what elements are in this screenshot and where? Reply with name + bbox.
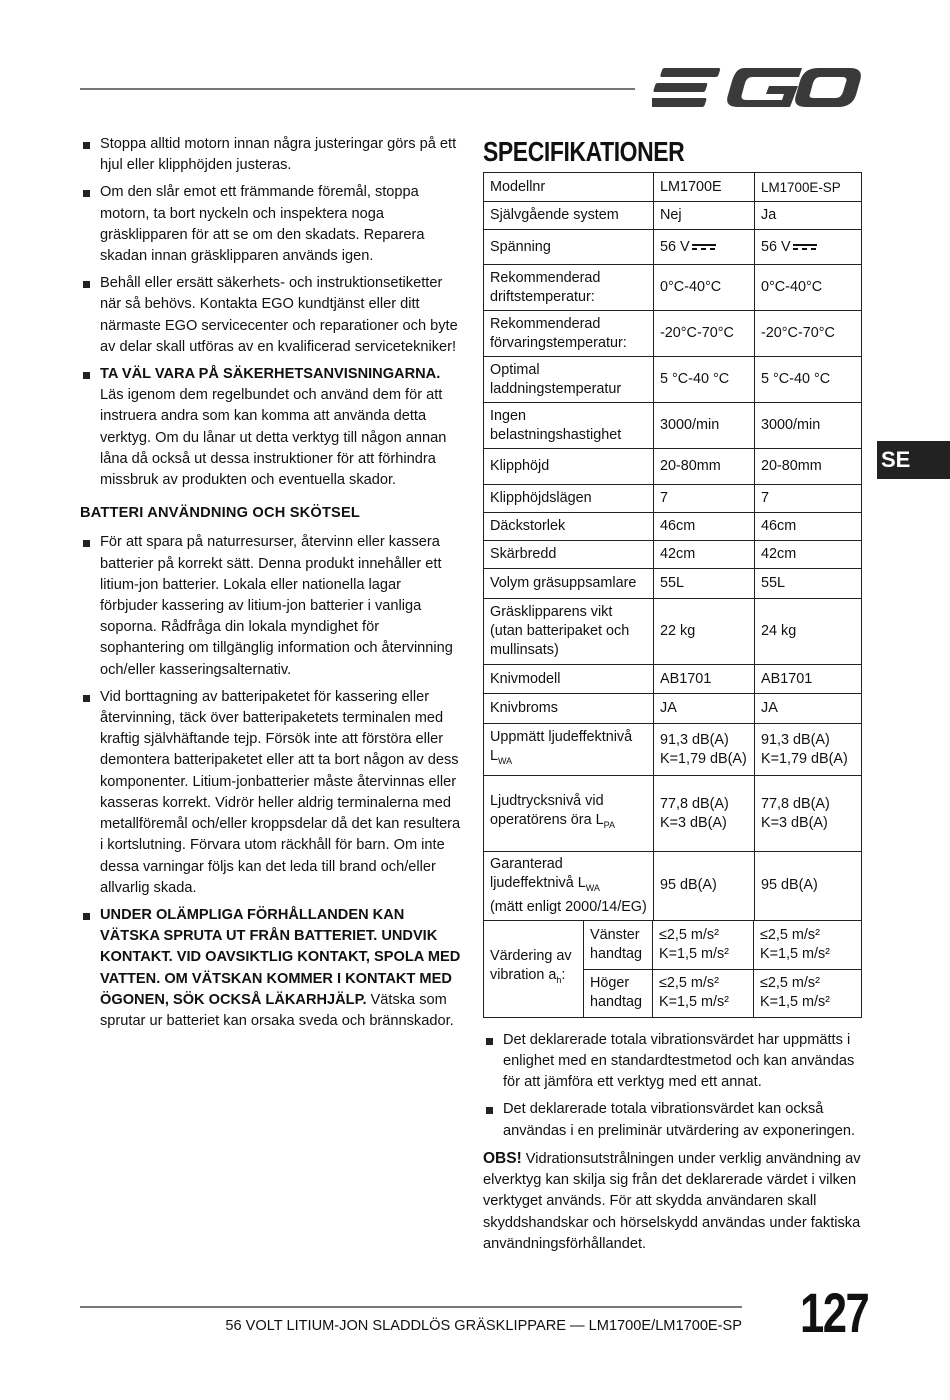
spec-label: Rekommenderad förvaringstemperatur: <box>484 311 654 357</box>
table-row <box>484 265 862 311</box>
spec-value: 24 kg <box>755 599 862 665</box>
voltage-value: 56 V <box>660 238 690 255</box>
list-item: Stoppa alltid motorn innan några justeringar görs på ett hjul eller klipphöjden justeras. <box>80 134 462 176</box>
table-row <box>484 665 862 694</box>
header-rule <box>80 88 635 90</box>
spec-value: 5 °C-40 °C <box>654 357 755 403</box>
spec-value: 42cm <box>755 541 862 569</box>
spec-value: 5 °C-40 °C <box>755 357 862 403</box>
table-row <box>484 569 862 599</box>
value-line: K=1,5 m/s² <box>760 945 830 962</box>
table-row <box>484 541 862 569</box>
spec-value: 22 kg <box>654 599 755 665</box>
value-line: ≤2,5 m/s² <box>760 926 820 943</box>
battery-list <box>80 532 462 1032</box>
spec-label: Klipphöjd <box>484 449 654 485</box>
table-row <box>484 920 862 969</box>
spec-value <box>654 724 755 776</box>
warning-bold: TA VÄL VARA PÅ SÄKERHETSANVISNINGARNA. <box>100 366 441 383</box>
value-line: K=1,79 dB(A) <box>660 750 747 767</box>
right-column <box>483 136 865 1255</box>
spec-value: 95 dB(A) <box>755 852 862 921</box>
value-line: K=1,5 m/s² <box>659 994 729 1011</box>
spec-label: Däckstorlek <box>484 513 654 541</box>
spec-label <box>484 724 654 776</box>
footer-rule <box>80 1306 742 1308</box>
table-row <box>484 852 862 921</box>
ego-logo <box>652 64 862 112</box>
value-line: ≤2,5 m/s² <box>659 926 719 943</box>
list-item: Det deklarerade totala vibrationsvärdet har uppmätts i enlighet med en standardtestmetod och kan användas för att jämföra ett verktyg med ett annat. <box>483 1030 865 1094</box>
spec-value: LM1700E-SP <box>755 173 862 202</box>
value-line: K=3 dB(A) <box>761 814 828 831</box>
spec-value: 95 dB(A) <box>654 852 755 921</box>
dc-symbol-icon <box>692 242 716 252</box>
warning-bold: UNDER OLÄMPLIGA FÖRHÅLLANDEN KAN VÄTSKA SPRUTA UT FRÅN BATTERIET. UNDVIK KONTAKT. VID OAVSIKTLIG KONTAKT, SPOLA MED VATTEN. OM VÄTSKAN KOMMER I KONTAKT MED ÖGONEN, SÖK OCKSÅ LÄKARHJÄLP. <box>100 906 461 1008</box>
list-item: Vid borttagning av batteripaketet för kassering eller återvinning, täck över batteripaketets terminalen med kraftig självhäftande tejp. Försök inte att förstöra eller demontera batteripaketet eller att ta bort någon av dess komponenter. Litium-jonbatterier måste återvinnas eller kasseras korrekt. Vidrör heller aldrig terminalerna med metallföremål och/eller kroppsdelar då det kan resultera i kortslutning. Förvara utom räckhåll för barn. Om inte dessa varningar följs kan det leda till brand och/eller allvarlig skada. <box>80 687 462 899</box>
spec-label: Klipphöjdslägen <box>484 485 654 513</box>
spec-label: Rekommenderad driftstemperatur: <box>484 265 654 311</box>
spec-value: 20-80mm <box>755 449 862 485</box>
spec-value <box>653 969 754 1017</box>
table-row <box>484 230 862 265</box>
obs-label: OBS! <box>483 1149 522 1167</box>
spec-value: Nej <box>654 202 755 230</box>
table-row <box>484 694 862 724</box>
obs-note <box>483 1148 865 1255</box>
table-row <box>484 513 862 541</box>
list-item: Det deklarerade totala vibrationsvärdet kan också användas i en preliminär utvärdering av exponeringen. <box>483 1099 865 1141</box>
guaranteed-label: Garanterad ljudeffektnivå L <box>490 856 586 891</box>
spec-value: Ja <box>755 202 862 230</box>
vibration-colon: : <box>561 967 566 984</box>
spec-value: AB1701 <box>654 665 755 694</box>
spec-label: Gräsklipparens vikt (utan batteripaket och mullinsats) <box>484 599 654 665</box>
spec-value: 20-80mm <box>654 449 755 485</box>
language-tab: SE <box>877 441 950 479</box>
spec-label: Skärbredd <box>484 541 654 569</box>
table-row <box>484 776 862 852</box>
safety-list <box>80 134 462 491</box>
spec-value <box>754 920 862 969</box>
spec-value: AB1701 <box>755 665 862 694</box>
spec-label: Knivbroms <box>484 694 654 724</box>
spec-label: Volym gräsuppsamlare <box>484 569 654 599</box>
spec-value: 55L <box>755 569 862 599</box>
page-number: 127 <box>800 1281 869 1344</box>
obs-text: Vidrationsutstrålningen under verklig användning av elverktyg kan skilja sig från det deklarerade värdet i vilken verktyget används. För att skydda användaren skall skyddshandskar och hörselskydd användas under faktiska användningsförhållandet. <box>483 1150 861 1252</box>
spec-value: 46cm <box>755 513 862 541</box>
spec-value: JA <box>654 694 755 724</box>
table-row <box>484 724 862 776</box>
value-line: ≤2,5 m/s² <box>760 975 820 992</box>
value-line: 77,8 dB(A) <box>761 795 830 812</box>
spec-label: Självgående system <box>484 202 654 230</box>
spec-label: Knivmodell <box>484 665 654 694</box>
section-heading: BATTERI ANVÄNDNING OCH SKÖTSEL <box>80 505 361 522</box>
list-item <box>80 905 462 1032</box>
subscript: WA <box>585 882 600 893</box>
spec-value: 0°C-40°C <box>755 265 862 311</box>
value-line: ≤2,5 m/s² <box>659 975 719 992</box>
sound-power-label: Uppmätt ljudeffektnivå L <box>490 729 633 765</box>
spec-value: -20°C-70°C <box>755 311 862 357</box>
voltage-value: 56 V <box>761 238 791 255</box>
subscript: h <box>556 975 562 986</box>
spec-value: 3000/min <box>755 403 862 449</box>
value-line: K=1,5 m/s² <box>760 994 830 1011</box>
spec-value: 7 <box>654 485 755 513</box>
list-item: Behåll eller ersätt säkerhets- och instruktionsetiketter när så behövs. Kontakta EGO kundtjänst eller ditt närmaste EGO servicecenter och reparationer och byte av delar skall utföras av en kvalificerad servicetekniker! <box>80 273 462 358</box>
value-line: K=1,5 m/s² <box>659 945 729 962</box>
notes <box>483 1030 865 1255</box>
value-line: 91,3 dB(A) <box>660 731 729 748</box>
table-row <box>484 449 862 485</box>
spec-value <box>755 724 862 776</box>
handle-label: Höger handtag <box>584 969 653 1017</box>
value-line: K=3 dB(A) <box>660 814 727 831</box>
spec-value: -20°C-70°C <box>654 311 755 357</box>
warning-text: Vätska som sprutar ur batteriet kan orsaka sveda och brännskador. <box>100 991 454 1029</box>
spec-value: 42cm <box>654 541 755 569</box>
vibration-label-text: Värdering av vibration a <box>490 948 572 984</box>
table-row <box>484 173 862 202</box>
sound-pressure-label: Ljudtrycksnivå vid operatörens öra L <box>490 793 604 829</box>
spec-label: Optimal laddningstemperatur <box>484 357 654 403</box>
footer-title: 56 VOLT LITIUM-JON SLADDLÖS GRÄSKLIPPARE — LM1700E/LM1700E-SP <box>225 1318 742 1334</box>
table-row <box>484 403 862 449</box>
spec-label: Modellnr <box>484 173 654 202</box>
list-item: Om den slår emot ett främmande föremål, stoppa motorn, ta bort nyckeln och inspektera noga gräsklipparen för att se om den skadats. Reparera skadan innan gräsklipparen används igen. <box>80 182 462 267</box>
value-line: K=1,79 dB(A) <box>761 750 848 767</box>
table-row <box>484 599 862 665</box>
value-line: 91,3 dB(A) <box>761 731 830 748</box>
spec-value <box>755 776 862 852</box>
spec-value: LM1700E <box>654 173 755 202</box>
list-item: För att spara på naturresurser, återvinn eller kassera batterier på korrekt sätt. Denna produkt innehåller ett litium-jon batterier. Lokala eller nationella lagar förbjuder kassering av litium-jon batterier i vanliga soporna. Rådfråga din lokala myndighet för sophantering om tillgänglig information och återvinning och/eller kasseringsalternativ. <box>80 532 462 680</box>
notes-list <box>483 1030 865 1142</box>
spec-label: Ingen belastningshastighet <box>484 403 654 449</box>
spec-value: 0°C-40°C <box>654 265 755 311</box>
subscript: WA <box>498 755 513 766</box>
left-column <box>80 134 462 1038</box>
list-item <box>80 364 462 491</box>
table-row <box>484 311 862 357</box>
subscript: PA <box>603 819 615 830</box>
spec-table <box>483 172 862 921</box>
spec-value <box>755 230 862 265</box>
value-line: 77,8 dB(A) <box>660 795 729 812</box>
table-row <box>484 357 862 403</box>
spec-value: 7 <box>755 485 862 513</box>
spec-value: 3000/min <box>654 403 755 449</box>
vibration-label <box>484 920 584 1017</box>
table-row <box>484 485 862 513</box>
spec-value: 46cm <box>654 513 755 541</box>
table-row <box>484 202 862 230</box>
spec-value <box>653 920 754 969</box>
spec-label <box>484 852 654 921</box>
spec-value: 55L <box>654 569 755 599</box>
spec-value <box>754 969 862 1017</box>
spec-title: SPECIFIKATIONER <box>483 136 685 167</box>
guaranteed-note: (mätt enligt 2000/14/EG) <box>490 898 647 915</box>
warning-text: Läs igenom dem regelbundet och använd dem för att instruera andra som kan komma att använda detta verktyg. Om du lånar ut detta verktyg till någon annan låna då också ut dessa instruktioner för att förhindra missbruk av produkten och eventuella skador. <box>100 387 447 489</box>
vibration-table <box>483 920 862 1018</box>
spec-value <box>654 776 755 852</box>
spec-value <box>654 230 755 265</box>
handle-label: Vänster handtag <box>584 920 653 969</box>
spec-label: Spänning <box>484 230 654 265</box>
dc-symbol-icon <box>793 242 817 252</box>
spec-label <box>484 776 654 852</box>
spec-value: JA <box>755 694 862 724</box>
